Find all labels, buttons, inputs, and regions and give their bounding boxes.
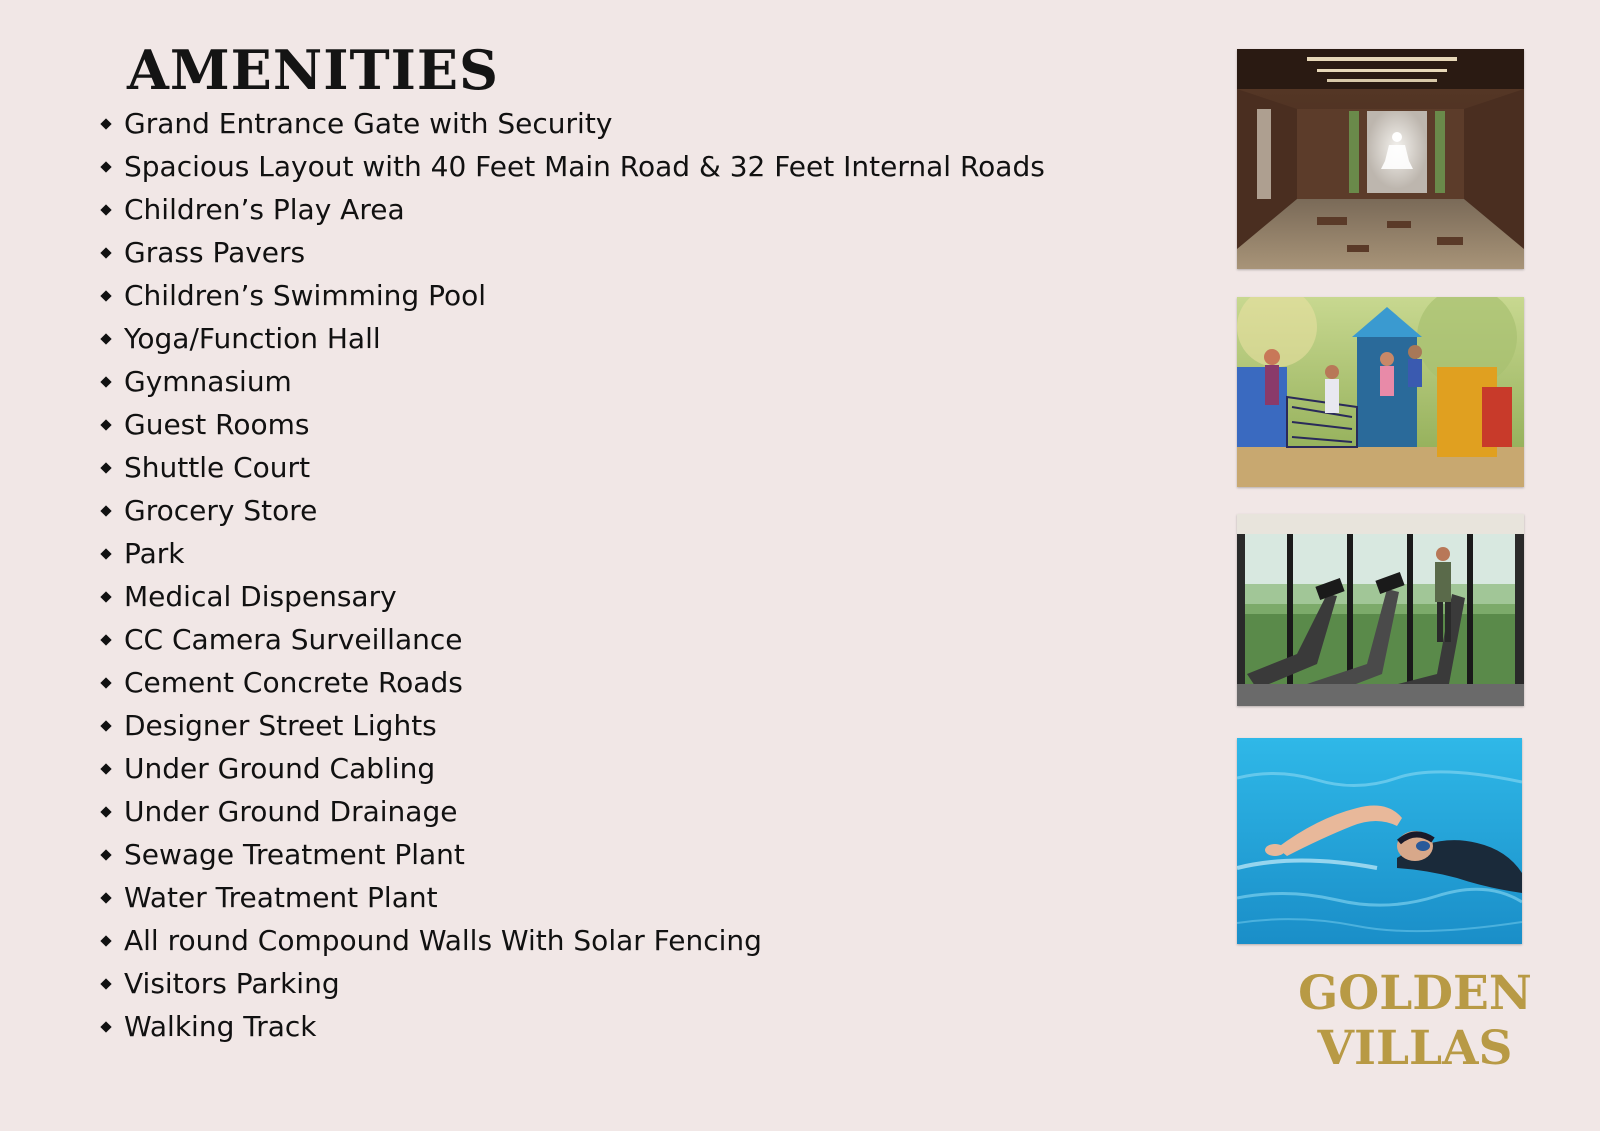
diamond-bullet-icon — [100, 849, 111, 860]
list-item — [98, 747, 1045, 790]
amenity-label: Sewage Treatment Plant — [124, 838, 465, 871]
amenity-label: Gymnasium — [124, 365, 292, 398]
list-item — [98, 919, 1045, 962]
diamond-bullet-icon — [100, 892, 111, 903]
diamond-bullet-icon — [100, 720, 111, 731]
play-area-photo — [1237, 297, 1524, 487]
amenity-label: Shuttle Court — [124, 451, 311, 484]
amenity-label: Under Ground Cabling — [124, 752, 436, 785]
swimming-pool-photo — [1237, 738, 1522, 944]
list-item — [98, 403, 1045, 446]
diamond-bullet-icon — [100, 376, 111, 387]
amenity-label: Grass Pavers — [124, 236, 306, 269]
amenity-label: Cement Concrete Roads — [124, 666, 463, 699]
diamond-bullet-icon — [100, 161, 111, 172]
amenity-label: Guest Rooms — [124, 408, 310, 441]
amenity-label: Water Treatment Plant — [124, 881, 438, 914]
diamond-bullet-icon — [100, 290, 111, 301]
amenity-label: Park — [124, 537, 185, 570]
diamond-bullet-icon — [100, 978, 111, 989]
amenity-label: Children’s Swimming Pool — [124, 279, 487, 312]
amenity-label: Grocery Store — [124, 494, 318, 527]
amenity-label: Designer Street Lights — [124, 709, 437, 742]
list-item — [98, 790, 1045, 833]
amenity-label: Yoga/Function Hall — [124, 322, 381, 355]
list-item — [98, 360, 1045, 403]
list-item — [98, 317, 1045, 360]
page-title: AMENITIES — [127, 38, 500, 102]
diamond-bullet-icon — [100, 634, 111, 645]
diamond-bullet-icon — [100, 118, 111, 129]
list-item — [98, 704, 1045, 747]
amenities-list — [98, 102, 1045, 1048]
amenity-label: Grand Entrance Gate with Security — [124, 107, 613, 140]
list-item — [98, 532, 1045, 575]
list-item — [98, 102, 1045, 145]
diamond-bullet-icon — [100, 333, 111, 344]
brand-logo — [1270, 966, 1560, 1076]
diamond-bullet-icon — [100, 462, 111, 473]
amenity-label: Walking Track — [124, 1010, 317, 1043]
list-item — [98, 876, 1045, 919]
list-item — [98, 446, 1045, 489]
list-item — [98, 274, 1045, 317]
gymnasium-photo — [1237, 514, 1524, 706]
list-item — [98, 618, 1045, 661]
brand-name-line1: GOLDEN — [1298, 966, 1532, 1021]
list-item — [98, 1005, 1045, 1048]
diamond-bullet-icon — [100, 505, 111, 516]
amenity-label: Children’s Play Area — [124, 193, 405, 226]
amenity-label: Under Ground Drainage — [124, 795, 458, 828]
list-item — [98, 962, 1045, 1005]
amenity-label: All round Compound Walls With Solar Fencing — [124, 924, 762, 957]
diamond-bullet-icon — [100, 677, 111, 688]
list-item — [98, 661, 1045, 704]
diamond-bullet-icon — [100, 1021, 111, 1032]
diamond-bullet-icon — [100, 935, 111, 946]
brand-name-line2: VILLAS — [1317, 1021, 1513, 1076]
list-item — [98, 833, 1045, 876]
yoga-hall-photo — [1237, 49, 1524, 269]
list-item — [98, 231, 1045, 274]
diamond-bullet-icon — [100, 247, 111, 258]
amenity-label: Spacious Layout with 40 Feet Main Road & 32 Feet Internal Roads — [124, 150, 1045, 183]
diamond-bullet-icon — [100, 419, 111, 430]
diamond-bullet-icon — [100, 806, 111, 817]
diamond-bullet-icon — [100, 763, 111, 774]
list-item — [98, 575, 1045, 618]
diamond-bullet-icon — [100, 548, 111, 559]
list-item — [98, 489, 1045, 532]
amenity-label: Visitors Parking — [124, 967, 340, 1000]
amenity-label: CC Camera Surveillance — [124, 623, 463, 656]
diamond-bullet-icon — [100, 591, 111, 602]
list-item — [98, 145, 1045, 188]
amenity-label: Medical Dispensary — [124, 580, 397, 613]
diamond-bullet-icon — [100, 204, 111, 215]
list-item — [98, 188, 1045, 231]
